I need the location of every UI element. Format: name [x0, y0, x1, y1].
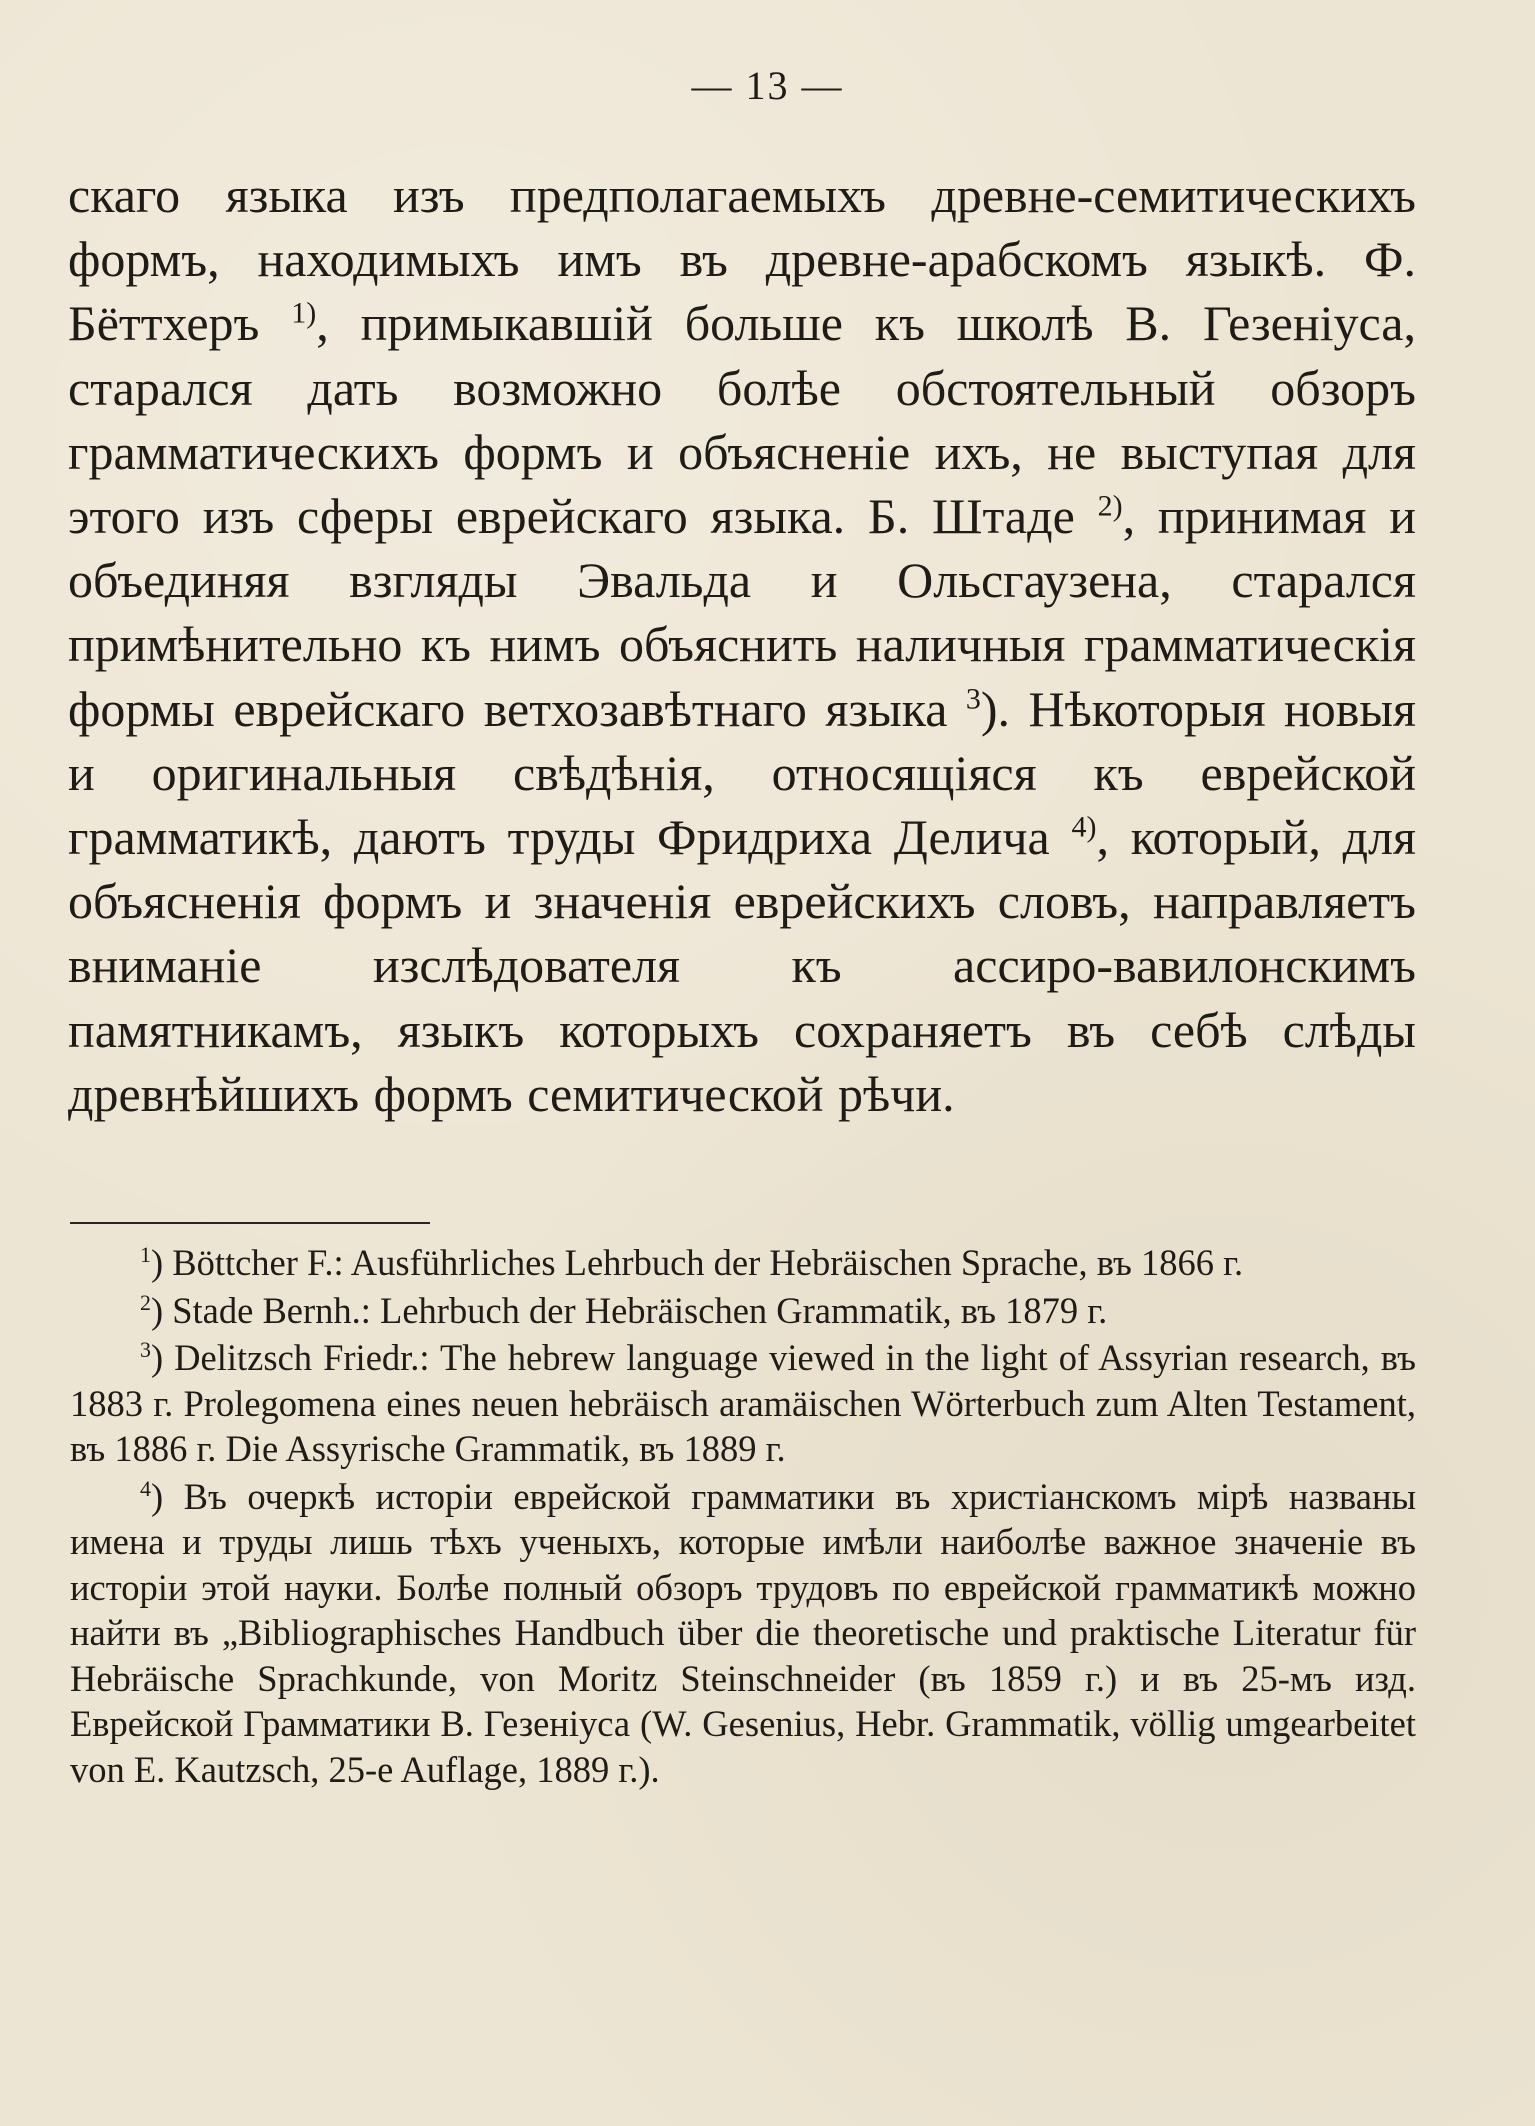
- body-text-part-2: , примыкавшій больше къ школѣ В. Гезеніуса, старался дать возможно болѣе обстоятельный обзоръ грамматическихъ формъ и объясненіе ихъ, не выступая для этого изъ сферы еврейскаго языка. Б. Штаде: [68, 295, 1416, 545]
- footnote-mark: 1: [140, 1241, 151, 1267]
- footnote-divider: [70, 1222, 430, 1224]
- footnote-text: ) Delitzsch Friedr.: The hebrew language viewed in the light of Assyrian research, въ 1883 г. Prolegomena eines neuen hebräisch aramäischen Wörterbuch zum Alten Testament, въ 1886 г. Die Assyrische Grammatik, въ 1889 г.: [70, 1337, 1416, 1469]
- footnote-text: ) Böttcher F.: Ausführliches Lehrbuch der Hebräischen Sprache, въ 1866 г.: [150, 1242, 1244, 1283]
- footnote-text: ) Въ очеркѣ исторіи еврейской грамматики въ христіанскомъ мірѣ названы имена и труды лишь тѣхъ ученыхъ, которые имѣли наиболѣе важное значеніе въ исторіи этой науки. Болѣе полный обзоръ трудовъ по еврейской грамматикѣ можно найти въ „Bibliographisches Handbuch über die theoretische und praktische Literatur für Hebräische Sprachkunde, von Moritz Steinschneider (въ 1859 г.) и въ 25-мъ изд. Еврейской Грамматики В. Гезеніуса (W. Gesenius, Hebr. Grammatik, völlig umgearbeitet von E. Kautzsch, 25-e Auflage, 1889 г.).: [70, 1475, 1416, 1790]
- footnote-2: [70, 1288, 1416, 1334]
- body-text-part-3: , принимая и объединяя взгляды Эвальда и Ольсгаузена, старался примѣнительно къ нимъ объяснить наличныя грамматическія формы еврейскаго ветхозавѣтнаго языка: [68, 488, 1417, 737]
- footnote-3: [70, 1335, 1416, 1472]
- footnote-4: [70, 1474, 1416, 1793]
- footnote-1: [70, 1240, 1416, 1286]
- footnote-mark: 2: [140, 1289, 151, 1315]
- body-text-part-5: , который, для объясненія формъ и значенія еврейскихъ словъ, направляетъ вниманіе изслѣдователя къ ассиро-вавилонскимъ памятникамъ, языкъ которыхъ сохраняетъ въ себѣ слѣды древнѣйшихъ формъ семитической рѣчи.: [68, 809, 1416, 1122]
- body-text-part-1: скаго языка изъ предполагаемыхъ древне-семитическихъ формъ, находимыхъ имъ въ древне-арабскомъ языкѣ. Ф. Бёттхеръ: [68, 167, 1416, 352]
- page-number: — 13 —: [691, 63, 844, 108]
- footnote-text: ) Stade Bernh.: Lehrbuch der Hebräischen Grammatik, въ 1879 г.: [150, 1289, 1108, 1331]
- footnote-mark: 4: [140, 1475, 151, 1501]
- body-text-part-4: ). Нѣкоторыя новыя и оригинальныя свѣдѣнія, относящіяся къ еврейской грамматикѣ, даютъ труды Фридриха Делича: [68, 680, 1416, 866]
- footnote-ref-3: 3: [965, 681, 981, 715]
- footnote-ref-4: 4): [1071, 810, 1097, 844]
- main-paragraph: [68, 163, 1416, 1126]
- footnotes: [70, 1240, 1416, 1794]
- footnote-mark: 3: [140, 1336, 151, 1362]
- footnote-ref-1: 1): [291, 296, 317, 330]
- footnote-ref-2: 2): [1097, 489, 1123, 523]
